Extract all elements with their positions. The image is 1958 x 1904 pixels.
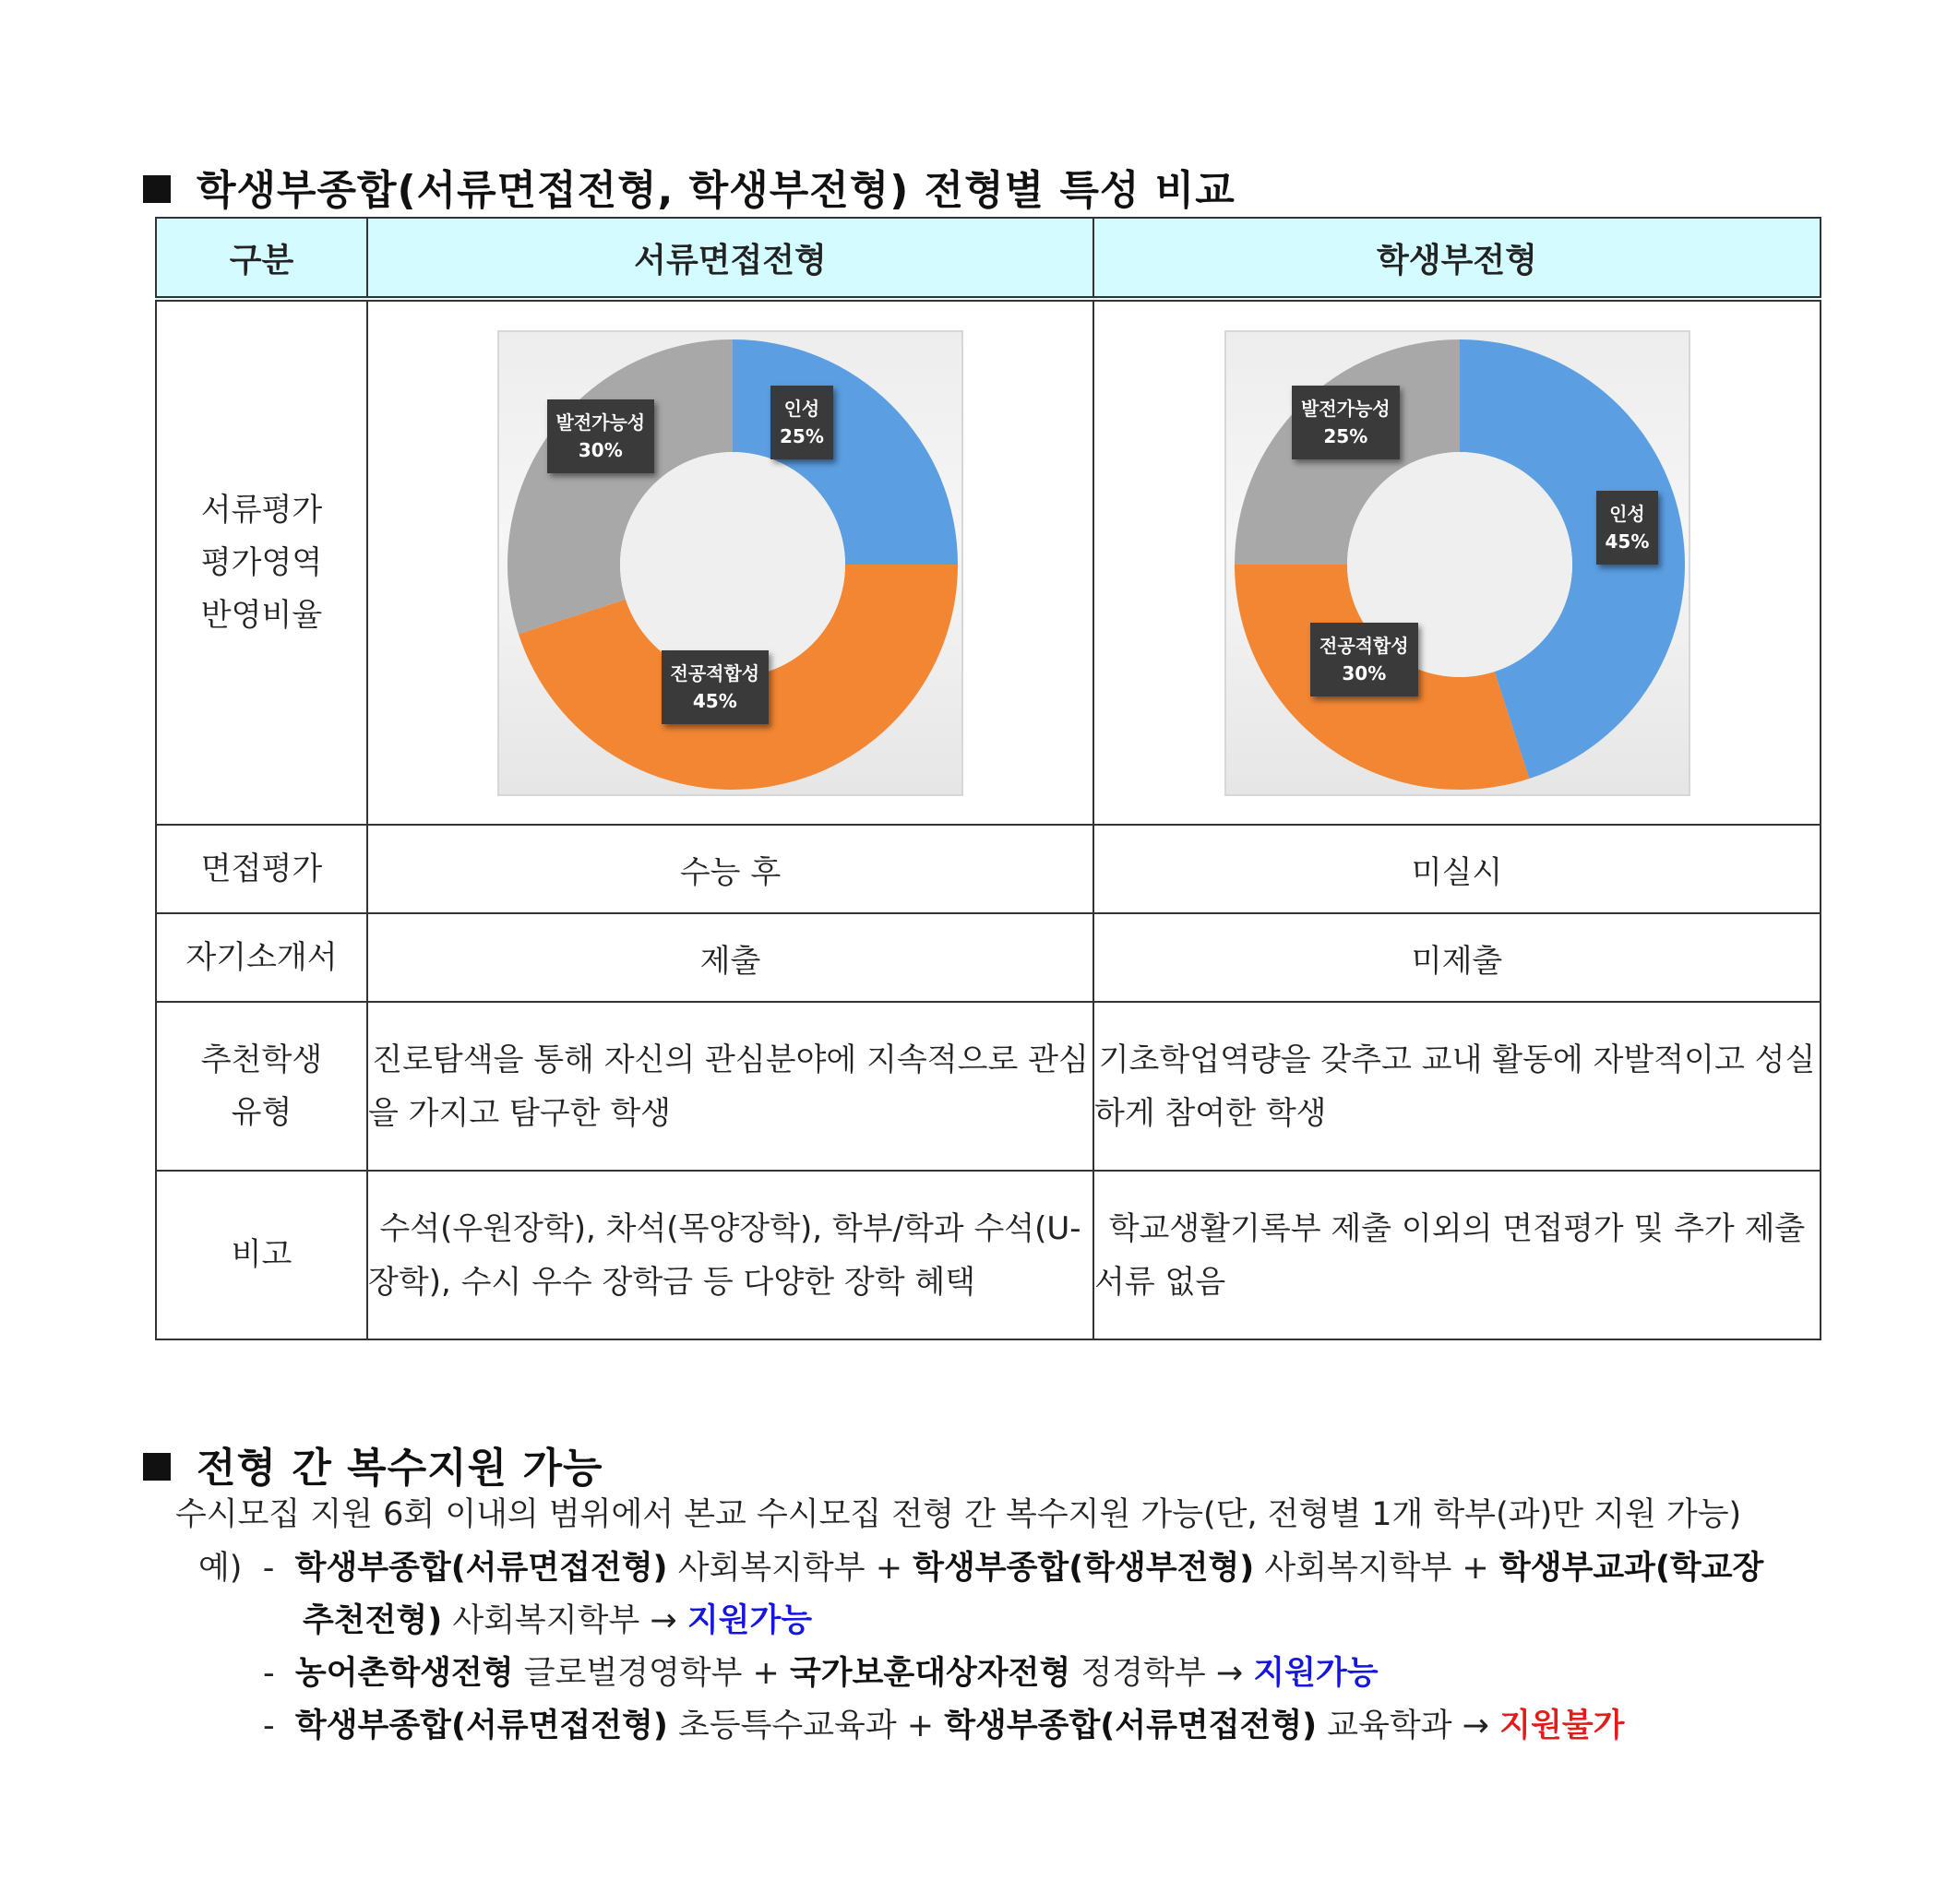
- data-label-category: 인성: [1609, 502, 1645, 525]
- data-label-발전가능성: [1292, 386, 1400, 459]
- label-line: 추천학생: [200, 1041, 323, 1078]
- intro-text: 수시모집 지원 6회 이내의 범위에서 본교 수시모집 전형 간 복수지원 가능(단, 전형별 1개 학부(과)만 지원 가능): [175, 1496, 1742, 1533]
- ex3-item1-bold: 학생부종합(서류면접전형): [294, 1708, 668, 1744]
- header-category: 구분: [156, 218, 367, 299]
- cell-recommend-2: 기초학업역량을 갖추고 교내 활동에 자발적이고 성실하게 참여한 학생: [1093, 1002, 1821, 1171]
- data-label-category: 전공적합성: [1319, 634, 1409, 657]
- plus: +: [752, 1655, 780, 1692]
- example-prefix: 예): [198, 1550, 243, 1587]
- row-label-note: 비고: [156, 1171, 367, 1339]
- table-row-recommend: [156, 1002, 1821, 1171]
- data-label-category: 전공적합성: [670, 661, 760, 684]
- cell-interview-2: 미실시: [1093, 825, 1821, 913]
- donut-hole: [620, 452, 845, 677]
- ex1-item2-bold: 학생부종합(학생부전형): [913, 1550, 1255, 1587]
- example-line-1-cont: [303, 1595, 812, 1641]
- ex1-result: 지원가능: [686, 1602, 813, 1639]
- table-row-note: [156, 1171, 1821, 1339]
- ex1-item2-text: 사회복지학부: [1264, 1550, 1452, 1587]
- cell-recommend-1: 진로탐색을 통해 자신의 관심분야에 지속적으로 관심을 가지고 탐구한 학생: [367, 1002, 1093, 1171]
- data-label-category: 발전가능성: [1301, 397, 1391, 420]
- dash: -: [263, 1655, 275, 1692]
- ex1-item3-text: 사회복지학부: [452, 1602, 640, 1639]
- ex3-item2-text: 교육학과: [1327, 1708, 1452, 1744]
- donut-chart-school-record: [1224, 330, 1690, 796]
- arrow: →: [1215, 1655, 1244, 1692]
- data-label-percent: 45%: [1605, 530, 1650, 553]
- data-label-percent: 25%: [780, 424, 824, 447]
- row-label-intro: 자기소개서: [156, 913, 367, 1002]
- label-line: 서류평가: [200, 491, 323, 529]
- label-line: 반영비율: [200, 596, 323, 634]
- ex1-item1-text: 사회복지학부: [677, 1550, 866, 1587]
- example-line-3: [263, 1700, 1624, 1746]
- ex2-item2-text: 정경학부: [1080, 1655, 1206, 1692]
- section-title-text: 전형 간 복수지원 가능: [197, 1445, 603, 1492]
- section-title-comparison: [143, 157, 1236, 216]
- label-line: 유형: [231, 1093, 293, 1131]
- cell-interview-1: 수능 후: [367, 825, 1093, 913]
- cell-note-1: 수석(우원장학), 차석(목양장학), 학부/학과 수석(U-장학), 수시 우수 장학금 등 다양한 장학 혜택: [367, 1171, 1093, 1339]
- data-label-category: 발전가능성: [555, 411, 646, 434]
- data-label-category: 인성: [783, 397, 820, 420]
- plus: +: [1462, 1550, 1489, 1587]
- ex3-item2-bold: 학생부종합(서류면접전형): [944, 1708, 1318, 1744]
- ex3-item1-text: 초등특수교육과: [677, 1708, 897, 1744]
- ex3-result: 지원불가: [1499, 1708, 1625, 1744]
- table-row-intro: [156, 913, 1821, 1002]
- ex1-item3-bold-b: 추천전형): [303, 1602, 443, 1639]
- chart-cell-school-record: [1093, 299, 1821, 825]
- cell-intro-2: 미제출: [1093, 913, 1821, 1002]
- data-label-전공적합성: [662, 650, 770, 724]
- example-line-1: [198, 1542, 1763, 1589]
- data-label-percent: 30%: [578, 438, 623, 461]
- table-header-row: [156, 218, 1821, 299]
- square-bullet-icon: [143, 175, 171, 203]
- cell-note-2: 학교생활기록부 제출 이외의 면접평가 및 추가 제출서류 없음: [1093, 1171, 1821, 1339]
- data-label-인성: [1596, 491, 1659, 565]
- row-label-recommend: [156, 1002, 367, 1171]
- data-label-percent: 45%: [692, 689, 737, 712]
- label-line: 평가영역: [200, 543, 323, 581]
- header-document-interview: 서류면접전형: [367, 218, 1093, 299]
- data-label-percent: 30%: [1342, 661, 1387, 684]
- chart-cell-document-interview: [367, 299, 1093, 825]
- section-title-multiple: [143, 1434, 603, 1493]
- ex2-item1-bold: 농어촌학생전형: [294, 1655, 514, 1692]
- arrow: →: [650, 1602, 677, 1639]
- ex2-result: 지원가능: [1253, 1655, 1379, 1692]
- ex2-item1-text: 글로벌경영학부: [523, 1655, 743, 1692]
- plus: +: [875, 1550, 903, 1587]
- section-title-text: 학생부종합(서류면접전형, 학생부전형) 전형별 특성 비교: [197, 167, 1236, 214]
- table-row-eval: [156, 299, 1821, 825]
- row-label-eval: [156, 299, 367, 825]
- data-label-인성: [770, 386, 833, 459]
- plus: +: [906, 1708, 935, 1744]
- example-line-2: [263, 1648, 1379, 1694]
- data-label-발전가능성: [547, 399, 655, 473]
- row-label-interview: 면접평가: [156, 825, 367, 913]
- arrow: →: [1462, 1708, 1489, 1744]
- dash: -: [262, 1550, 275, 1587]
- square-bullet-icon: [143, 1453, 171, 1481]
- cell-intro-1: 제출: [367, 913, 1093, 1002]
- table-row-interview: [156, 825, 1821, 913]
- ex1-item3-bold-a: 학생부교과(학교장: [1498, 1550, 1764, 1587]
- ex2-item2-bold: 국가보훈대상자전형: [790, 1655, 1071, 1692]
- header-school-record: 학생부전형: [1093, 218, 1821, 299]
- data-label-전공적합성: [1310, 623, 1418, 696]
- ex1-item1-bold: 학생부종합(서류면접전형): [294, 1550, 668, 1587]
- comparison-table: [155, 217, 1821, 1340]
- donut-chart-document-interview: [497, 330, 963, 796]
- dash: -: [263, 1708, 275, 1744]
- data-label-percent: 25%: [1323, 424, 1368, 447]
